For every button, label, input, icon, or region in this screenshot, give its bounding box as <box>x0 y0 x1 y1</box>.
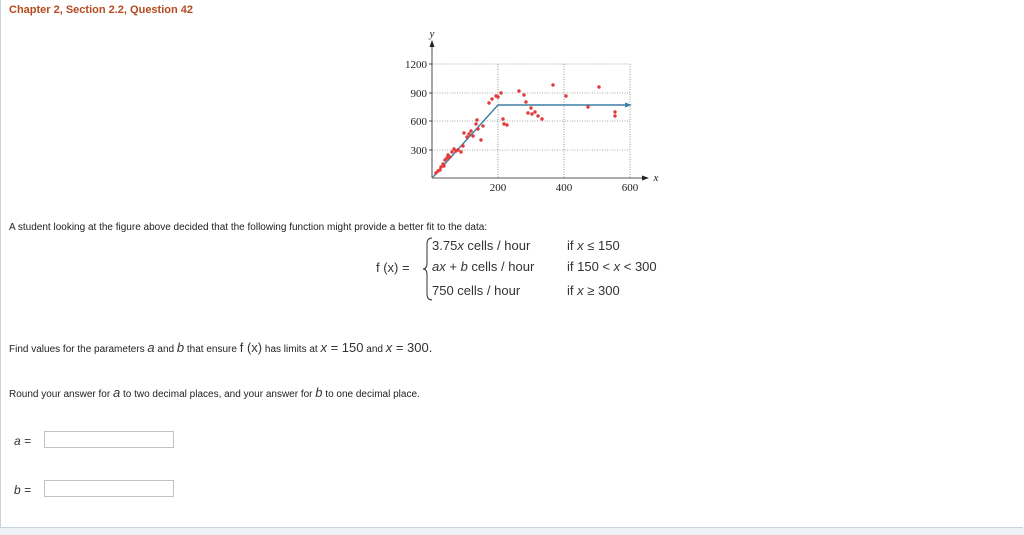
data-point <box>551 83 554 86</box>
x-tick-label-200: 200 <box>489 182 507 193</box>
data-point <box>613 110 616 113</box>
round-text-1: Round your answer for <box>9 389 113 400</box>
answer-a-label: a = <box>14 434 32 448</box>
find-text-4: has limits at <box>262 344 321 355</box>
piece-3 <box>432 283 620 298</box>
data-point <box>524 100 527 103</box>
find-x1-value: = 150 <box>326 340 364 355</box>
piece-2-b: b <box>460 259 468 274</box>
find-text-5: and <box>363 344 386 355</box>
data-point <box>499 91 502 94</box>
answer-b-label: b = <box>14 483 32 497</box>
y-tick-label-300: 300 <box>410 145 427 157</box>
rounding-instruction <box>9 385 420 400</box>
data-point <box>487 101 490 104</box>
round-text-2: to two decimal places, and your answer for <box>120 389 316 400</box>
piece-1-variable: x <box>457 238 464 253</box>
data-point <box>450 150 453 153</box>
prompt-intro: A student looking at the figure above decided that the following function might provide a better fit to the data: <box>9 222 488 233</box>
piece-2-plus: + <box>445 259 461 274</box>
fit-line-arrow <box>625 103 632 108</box>
data-points <box>434 83 616 174</box>
data-point <box>530 112 533 115</box>
gridlines <box>432 64 630 178</box>
data-point <box>586 105 589 108</box>
round-param-b: b <box>315 385 323 400</box>
round-text-3: to one decimal place. <box>322 389 420 400</box>
piece-2-unit: cells / hour <box>467 259 535 274</box>
find-period: . <box>428 340 433 355</box>
piece-2-a: a <box>432 259 440 274</box>
x-axis-label: x <box>653 172 659 184</box>
find-text-1: Find values for the parameters <box>9 344 148 355</box>
bottom-strip <box>0 528 1024 535</box>
answer-row-b <box>14 483 44 497</box>
piece-1-coefficient: 3.75 <box>432 238 458 253</box>
find-function: f (x) <box>239 340 263 355</box>
data-point <box>439 165 442 168</box>
fit-line <box>433 105 627 177</box>
data-point <box>536 114 539 117</box>
data-point <box>479 138 482 141</box>
piece-2 <box>432 259 657 274</box>
piece-1-condition <box>567 238 620 253</box>
find-text-3: that ensure <box>184 344 240 355</box>
find-param-a: a <box>147 340 155 355</box>
piece-3-expression: 750 cells / hour <box>432 283 521 298</box>
piece-1-condition-variable: x <box>577 238 584 253</box>
data-point <box>471 134 474 137</box>
data-point <box>533 110 536 113</box>
x-tick-labels <box>490 182 639 193</box>
piece-1 <box>432 238 620 253</box>
piece-2-condition <box>567 259 657 274</box>
answer-b-input[interactable] <box>44 480 174 497</box>
piecewise-function <box>376 236 696 302</box>
piece-1-unit: cells / hour <box>463 238 531 253</box>
data-point <box>526 111 529 114</box>
piece-2-variable: x <box>439 259 446 274</box>
piece-1-condition-text: if <box>567 238 578 253</box>
piece-2-condition-bound: < 300 <box>620 259 657 274</box>
question-title: Chapter 2, Section 2.2, Question 42 <box>9 4 193 16</box>
data-point <box>459 150 462 153</box>
piece-3-condition <box>567 283 620 298</box>
data-point <box>475 118 478 121</box>
x-tick-label-600: 600 <box>621 182 639 193</box>
data-point <box>476 127 479 130</box>
y-axis-label: y <box>429 28 435 40</box>
data-point <box>442 164 445 167</box>
find-param-b: b <box>176 340 185 355</box>
x-axis-arrow <box>642 176 649 181</box>
data-point <box>529 106 532 109</box>
graph-svg <box>395 28 660 193</box>
data-point <box>461 144 464 147</box>
y-ticks <box>429 64 432 150</box>
data-point <box>445 156 448 159</box>
data-point <box>474 122 477 125</box>
x-tick-label-400: 400 <box>555 182 573 193</box>
find-text-2: and <box>154 344 177 355</box>
scatter-graph <box>395 28 660 198</box>
data-point <box>462 131 465 134</box>
data-point <box>505 123 508 126</box>
piece-3-condition-bound: ≥ 300 <box>583 283 620 298</box>
data-point <box>490 97 493 100</box>
function-lhs: f (x) = <box>376 260 410 275</box>
y-tick-labels <box>405 59 428 157</box>
data-point <box>465 135 468 138</box>
y-tick-label-600: 600 <box>410 116 427 128</box>
data-point <box>481 124 484 127</box>
find-x2-variable: x <box>385 340 393 355</box>
data-point <box>448 155 451 158</box>
data-point <box>540 117 543 120</box>
piece-2-condition-variable: x <box>613 259 621 274</box>
data-point <box>501 117 504 120</box>
data-point <box>438 168 441 171</box>
data-point <box>564 94 567 97</box>
data-point <box>502 122 505 125</box>
data-point <box>467 132 470 135</box>
y-tick-label-900: 900 <box>410 88 427 100</box>
answer-row-a <box>14 434 44 448</box>
data-point <box>469 129 472 132</box>
data-point <box>597 85 600 88</box>
find-x2-value: = 300 <box>392 340 429 355</box>
piece-1-condition-bound: ≤ 150 <box>583 238 620 253</box>
data-point <box>522 93 525 96</box>
piece-3-condition-variable: x <box>577 283 584 298</box>
piece-3-condition-text: if <box>567 283 578 298</box>
piece-2-condition-text: if 150 < <box>567 259 614 274</box>
data-point <box>496 95 499 98</box>
data-point <box>613 114 616 117</box>
y-tick-label-1200: 1200 <box>405 59 427 71</box>
answer-a-input[interactable] <box>44 431 174 448</box>
data-point <box>456 148 459 151</box>
y-axis-arrow <box>430 40 435 47</box>
find-x1-variable: x <box>320 340 327 355</box>
find-instruction <box>9 340 432 355</box>
data-point <box>517 89 520 92</box>
round-param-a: a <box>112 385 121 400</box>
